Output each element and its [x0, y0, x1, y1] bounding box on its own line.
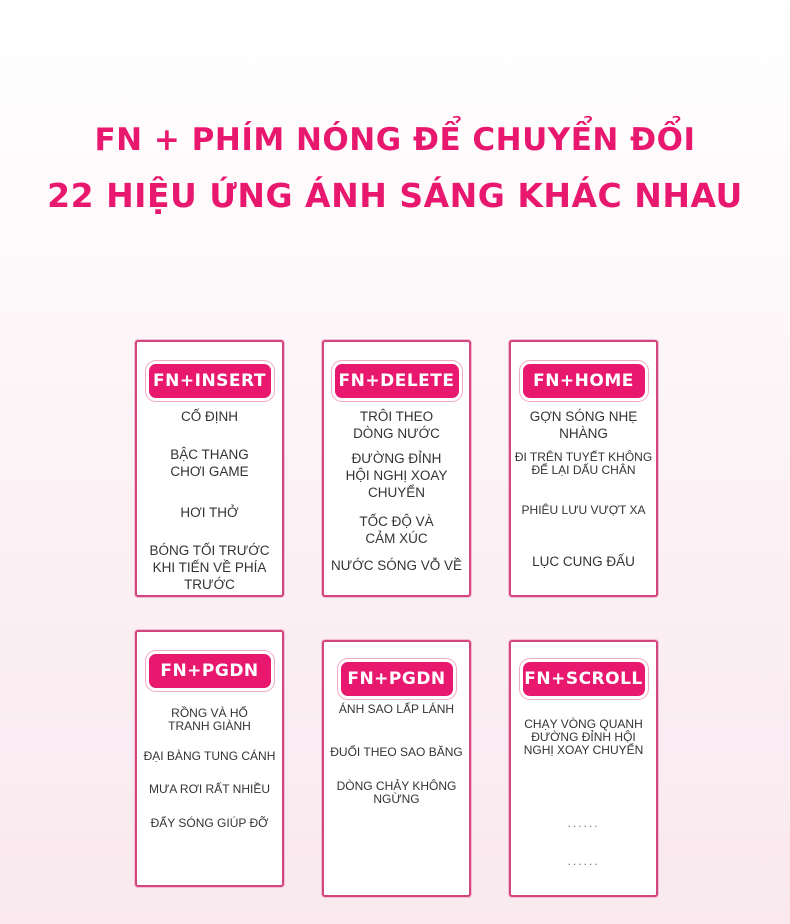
- effect-item: HƠI THỞ: [180, 505, 239, 520]
- effect-item: GỢN SÓNG NHẸ NHÀNG: [529, 409, 638, 441]
- headline-line-2: 22 HIỆU ỨNG ÁNH SÁNG KHÁC NHAU: [47, 176, 743, 215]
- key-label-fn-insert: FN+INSERT: [149, 364, 271, 398]
- hotkey-card-pgdn-2: [322, 640, 471, 897]
- effect-item: LỤC CUNG ĐẤU: [532, 554, 635, 569]
- effect-item: RỒNG VÀ HỔ TRANH GIÀNH: [168, 706, 251, 733]
- ellipsis-placeholder: ......: [567, 854, 600, 868]
- effect-item: ĐUỔI THEO SAO BĂNG: [330, 745, 463, 759]
- key-label-fn-scroll: FN+SCROLL: [523, 662, 645, 696]
- effect-item: BẬC THANG CHƠI GAME: [170, 447, 249, 479]
- hotkey-card-delete: [322, 340, 471, 597]
- ellipsis-placeholder: ......: [567, 816, 600, 830]
- effect-item: MƯA RƠI RẤT NHIỀU: [149, 782, 270, 796]
- effect-item: ÁNH SAO LẤP LÁNH: [338, 702, 455, 716]
- key-label-fn-pgdn: FN+PGDN: [341, 662, 453, 696]
- effect-item: ĐẠI BÀNG TUNG CÁNH: [143, 749, 276, 763]
- effect-item: BÓNG TỐI TRƯỚC KHI TIẾN VỀ PHÍA TRƯỚC: [149, 543, 270, 592]
- effect-item: ĐI TRÊN TUYẾT KHÔNG ĐỂ LẠI DẤU CHÂN: [514, 450, 653, 477]
- effect-item: CHẠY VÒNG QUANH ĐƯỜNG ĐỈNH HỘI NGHỊ XOAY CHUYỂN: [523, 717, 644, 757]
- effect-item: TỐC ĐỘ VÀ CẢM XÚC: [359, 514, 434, 546]
- effect-item: PHIÊU LƯU VƯỢT XA: [521, 503, 646, 517]
- hotkey-card-home: [509, 340, 658, 597]
- key-label-fn-delete: FN+DELETE: [335, 364, 459, 398]
- effect-item: ĐẨY SÓNG GIÚP ĐỠ: [150, 816, 269, 830]
- effect-item: CỐ ĐỊNH: [181, 409, 238, 424]
- effect-item: NƯỚC SÓNG VỖ VỀ: [330, 558, 463, 573]
- headline-line-1: FN + PHÍM NÓNG ĐỂ CHUYỂN ĐỔI: [94, 122, 696, 158]
- effect-item: DÒNG CHẢY KHÔNG NGỪNG: [336, 779, 457, 806]
- effect-item: ĐƯỜNG ĐỈNH HỘI NGHỊ XOAY CHUYỂN: [345, 451, 448, 500]
- hotkey-card-insert: [135, 340, 284, 597]
- key-label-fn-pgdn: FN+PGDN: [149, 654, 271, 688]
- key-label-fn-home: FN+HOME: [523, 364, 645, 398]
- effect-item: TRÔI THEO DÒNG NƯỚC: [353, 409, 440, 441]
- hotkey-card-scroll: [509, 640, 658, 897]
- hotkey-card-pgdn-1: [135, 630, 284, 887]
